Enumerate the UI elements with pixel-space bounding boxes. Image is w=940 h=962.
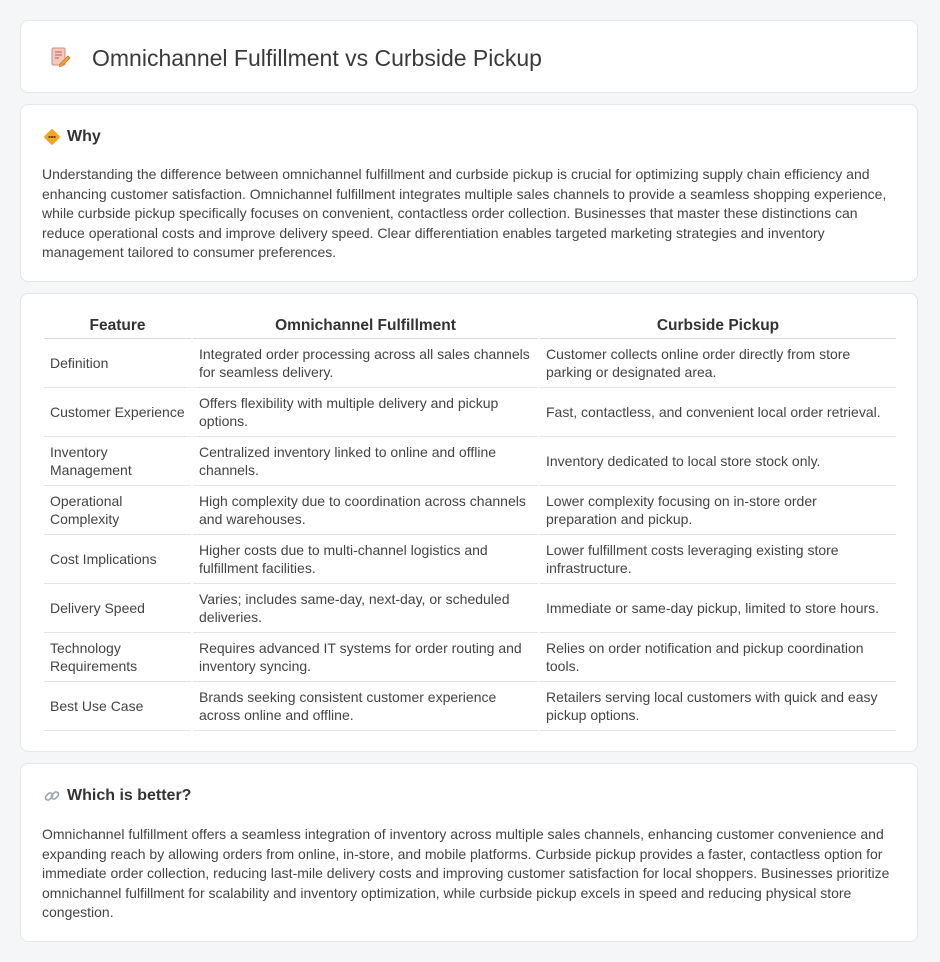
omnichannel-cell: Varies; includes same-day, next-day, or scheduled deliveries. bbox=[193, 584, 538, 633]
table-row bbox=[44, 437, 896, 486]
comparison-table bbox=[42, 314, 898, 731]
feature-cell: Cost Implications bbox=[44, 535, 191, 584]
feature-cell: Technology Requirements bbox=[44, 633, 191, 682]
feature-cell: Delivery Speed bbox=[44, 584, 191, 633]
table-row bbox=[44, 584, 896, 633]
feature-cell: Customer Experience bbox=[44, 388, 191, 437]
table-row bbox=[44, 339, 896, 388]
column-header: Feature bbox=[44, 314, 191, 339]
link-icon bbox=[43, 787, 61, 805]
better-paragraph: Omnichannel fulfillment offers a seamless integration of inventory across multiple sales channels, enhancing customer convenience and expanding reach by allowing orders from online, in-store, and mobile platforms. Curbside pickup provides a faster, contactless option for immediate order collection, reducing last-mile delivery costs and improving customer satisfaction for local shoppers. Businesses prioritize omnichannel fulfillment for scalability and inventory optimization, while curbside pickup excels in speed and reducing physical store congestion. bbox=[42, 826, 890, 920]
curbside-cell: Relies on order notification and pickup coordination tools. bbox=[540, 633, 896, 682]
which-is-better-section bbox=[20, 763, 918, 942]
feature-cell: Inventory Management bbox=[44, 437, 191, 486]
diamond-warning-icon bbox=[43, 128, 61, 146]
why-paragraph: Understanding the difference between omnichannel fulfillment and curbside pickup is crucial for optimizing supply chain efficiency and enhancing customer satisfaction. Omnichannel fulfillment integrates multiple sales channels to provide a seamless shopping experience, while curbside pickup specifically focuses on convenient, contactless order collection. Businesses that master these distinctions can reduce operational costs and improve delivery speed. Clear differentiation enables targeted marketing strategies and inventory management tailored to consumer preferences. bbox=[42, 166, 887, 260]
page-title: Omnichannel Fulfillment vs Curbside Pickup bbox=[92, 45, 542, 71]
comparison-card bbox=[20, 293, 918, 752]
why-heading bbox=[43, 125, 101, 149]
table-row bbox=[44, 486, 896, 535]
why-heading-label: Why bbox=[67, 128, 101, 145]
title-card bbox=[20, 20, 918, 93]
curbside-cell: Lower complexity focusing on in-store order preparation and pickup. bbox=[540, 486, 896, 535]
table-row bbox=[44, 682, 896, 731]
curbside-cell: Inventory dedicated to local store stock only. bbox=[540, 437, 896, 486]
better-heading bbox=[43, 784, 191, 808]
omnichannel-cell: High complexity due to coordination across channels and warehouses. bbox=[193, 486, 538, 535]
curbside-cell: Immediate or same-day pickup, limited to store hours. bbox=[540, 584, 896, 633]
curbside-cell: Fast, contactless, and convenient local order retrieval. bbox=[540, 388, 896, 437]
curbside-cell: Retailers serving local customers with quick and easy pickup options. bbox=[540, 682, 896, 731]
curbside-cell: Customer collects online order directly from store parking or designated area. bbox=[540, 339, 896, 388]
table-row bbox=[44, 535, 896, 584]
omnichannel-cell: Requires advanced IT systems for order routing and inventory syncing. bbox=[193, 633, 538, 682]
omnichannel-cell: Brands seeking consistent customer experience across online and offline. bbox=[193, 682, 538, 731]
table-row bbox=[44, 388, 896, 437]
omnichannel-cell: Integrated order processing across all sales channels for seamless delivery. bbox=[193, 339, 538, 388]
table-header-row bbox=[44, 314, 896, 339]
feature-cell: Operational Complexity bbox=[44, 486, 191, 535]
better-heading-label: Which is better? bbox=[67, 787, 192, 804]
column-header: Curbside Pickup bbox=[540, 314, 896, 339]
document-edit-icon bbox=[49, 46, 71, 68]
omnichannel-cell: Centralized inventory linked to online and offline channels. bbox=[193, 437, 538, 486]
feature-cell: Definition bbox=[44, 339, 191, 388]
omnichannel-cell: Offers flexibility with multiple delivery and pickup options. bbox=[193, 388, 538, 437]
column-header: Omnichannel Fulfillment bbox=[193, 314, 538, 339]
table-row bbox=[44, 633, 896, 682]
omnichannel-cell: Higher costs due to multi-channel logistics and fulfillment facilities. bbox=[193, 535, 538, 584]
why-section bbox=[20, 104, 918, 282]
feature-cell: Best Use Case bbox=[44, 682, 191, 731]
curbside-cell: Lower fulfillment costs leveraging existing store infrastructure. bbox=[540, 535, 896, 584]
